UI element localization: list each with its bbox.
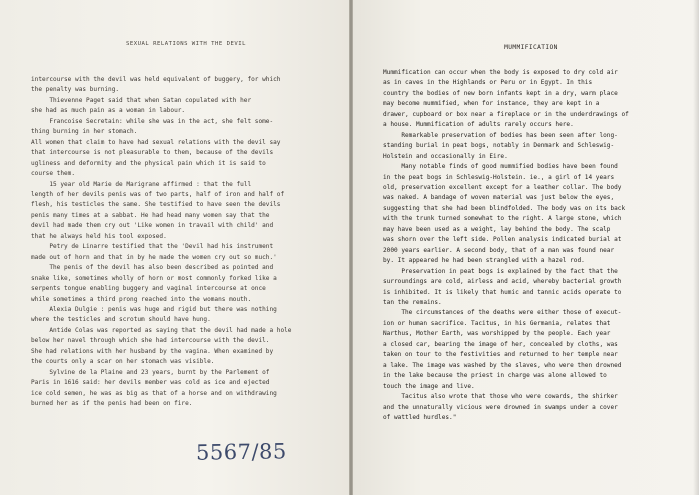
- text-line: Preservation in peat bogs is explained by the fact that the: [383, 267, 618, 275]
- text-line: the penalty was burning.: [31, 86, 120, 94]
- text-line: standing burial in peat bogs, notably in Denmark and Schleswig-: [383, 142, 615, 150]
- text-line: Francoise Secretain: while she was in the act, she felt some-: [31, 117, 274, 125]
- text-line: Mummification can occur when the body is exposed to dry cold air: [383, 69, 618, 76]
- text-line: 15 year old Marie de Marigrane affirmed : that the full: [31, 180, 252, 188]
- text-line: Thievenne Paget said that when Satan copulated with her: [31, 96, 252, 104]
- text-line: taken on tour to the festivities and returned to her temple near: [383, 351, 618, 359]
- text-line: serpents tongue enabling buggery and vaginal intercourse at once: [31, 285, 266, 293]
- text-line: as in caves in the Highlands or Peru or in Egypt. In this: [383, 79, 593, 87]
- text-line: length of her devils penis was of two parts, half of iron and half of: [31, 190, 285, 198]
- text-line: was shorn over the left side. Pollen analysis indicated burial at: [383, 236, 622, 244]
- text-line: may have been used as a weight, lay behind the body. The scalp: [383, 225, 611, 233]
- text-line: tan the remains.: [383, 298, 442, 306]
- text-line: country the bodies of new born infants kept in a dry, warm place: [383, 89, 618, 97]
- text-line: with the trunk turned somewhat to the right. A large stone, which: [383, 215, 622, 223]
- text-line: old, preservation excellent except for a leather collar. The body: [383, 183, 622, 191]
- text-line: course them.: [31, 170, 76, 178]
- text-line: of wattled hurdles.": [383, 413, 457, 421]
- page-title: MUMMIFICATION: [504, 44, 558, 51]
- text-line: 2000 years earlier. A second body, that of a man was found near: [383, 246, 615, 254]
- text-line: may become mummified, when for instance, they are kept in a: [383, 100, 600, 108]
- text-line: penis many times at a sabbat. He had head many women say that the: [31, 211, 270, 219]
- left-page: [0, 0, 349, 495]
- text-line: thing burning in her stomach.: [31, 128, 138, 136]
- text-line: She had relations with her husband by the vagina. When examined by: [31, 347, 274, 355]
- text-line: Many notable finds of good mummified bodies have been found: [383, 163, 618, 171]
- text-line: Paris in 1616 said: her devils member was cold as ice and ejected: [31, 379, 270, 387]
- text-line: a lake. The image was washed by the slaves, who were then drowned: [383, 361, 622, 369]
- text-line: Narthus, Mother Earth, was worshipped by the people. Each year: [383, 330, 611, 338]
- running-head: SEXUAL RELATIONS WITH THE DEVIL: [126, 41, 246, 47]
- text-line: intercourse with the devil was held equivalent of buggery, for which: [31, 76, 281, 83]
- text-line: ugliness and deformity and the physical pain which it is said to: [31, 159, 266, 167]
- text-line: Remarkable preservation of bodies has been seen after long-: [383, 131, 618, 139]
- text-line: Sylvine de la Plaine and 23 years, burnt by the Parlement of: [31, 368, 270, 376]
- text-line: a closed car, bearing the image of her, concealed by cloths, was: [383, 340, 618, 348]
- text-line: The circumstances of the deaths were either those of execut-: [383, 309, 622, 317]
- text-line: Petry de Linarre testified that the 'Devil had his instrument: [31, 243, 274, 251]
- right-page: [353, 0, 699, 495]
- text-line: drawer, cupboard or box near a fireplace or in the underdrawings of: [383, 110, 629, 118]
- text-line: made out of horn and that in by he made the women cry out so much.': [31, 253, 277, 261]
- text-line: while sometimes a third prong reached into the womans mouth.: [31, 295, 252, 303]
- text-line: ice cold semen, he was as big as that of a horse and on withdrawing: [31, 389, 277, 397]
- text-line: Holstein and occasionally in Eire.: [383, 152, 508, 160]
- text-line: touch the image and live.: [383, 382, 475, 390]
- text-line: by. It appeared he had been strangled with a hazel rod.: [383, 257, 585, 265]
- page-edge-shadow: [693, 0, 699, 495]
- text-line: the courts only a scar on her stomach was visible.: [31, 358, 215, 366]
- text-line: is inhibited. It is likely that humic and tannic acids operate to: [383, 288, 622, 296]
- text-line: devil had made them cry out 'Like women in travail with child' and: [31, 222, 274, 230]
- text-line: Antide Colas was reported as saying that the devil had made a hole: [31, 326, 292, 334]
- text-line: Alexia Dulgie : penis was huge and rigid but there was nothing: [31, 305, 277, 313]
- text-line: ion or human sacrifice. Tacitus, in his Germania, relates that: [383, 319, 611, 327]
- text-line: burned her as if the penis had been on fire.: [31, 400, 193, 408]
- text-line: and the unnaturally vicious were drowned in swamps under a cover: [383, 403, 618, 411]
- text-line: Tacitus also wrote that those who were cowards, the shirker: [383, 393, 618, 401]
- text-line: where the testicles and scrotum should have hung.: [31, 316, 211, 324]
- text-line: in the peat bogs in Schleswig-Holstein. ie., a girl of 14 years: [383, 173, 615, 181]
- text-line: The penis of the devil has also been described as pointed and: [31, 264, 274, 272]
- text-line: that he always held his tool exposed.: [31, 232, 167, 240]
- text-line: snake like, sometimes wholly of horn or most commonly forked like a: [31, 274, 277, 282]
- text-line: suggesting that she had been blindfolded. The body was on its back: [383, 204, 626, 212]
- left-page-text: [31, 75, 341, 410]
- text-line: was naked. A bandage of woven material was just below the eyes,: [383, 194, 615, 202]
- text-line: flesh, his testicles the same. She testified to have seen the devils: [31, 201, 281, 209]
- text-line: a house. Mummification of adults rarely occurs here.: [383, 121, 574, 129]
- text-line: surroundings are cold, airless and acid, whereby bacterial growth: [383, 278, 622, 286]
- text-line: All women that claim to have had sexual relations with the devil say: [31, 138, 281, 146]
- right-page-text: [383, 68, 679, 423]
- text-line: that intercourse is not pleasurable to them, because of the devils: [31, 149, 274, 157]
- handwritten-reference-number: 5567/85: [195, 439, 287, 465]
- text-line: below her navel through which she had intercourse with the devil.: [31, 337, 270, 345]
- text-line: in the lake because the priest in charge was alone allowed to: [383, 372, 607, 380]
- text-line: she had as much pain as a woman in labour.: [31, 107, 186, 115]
